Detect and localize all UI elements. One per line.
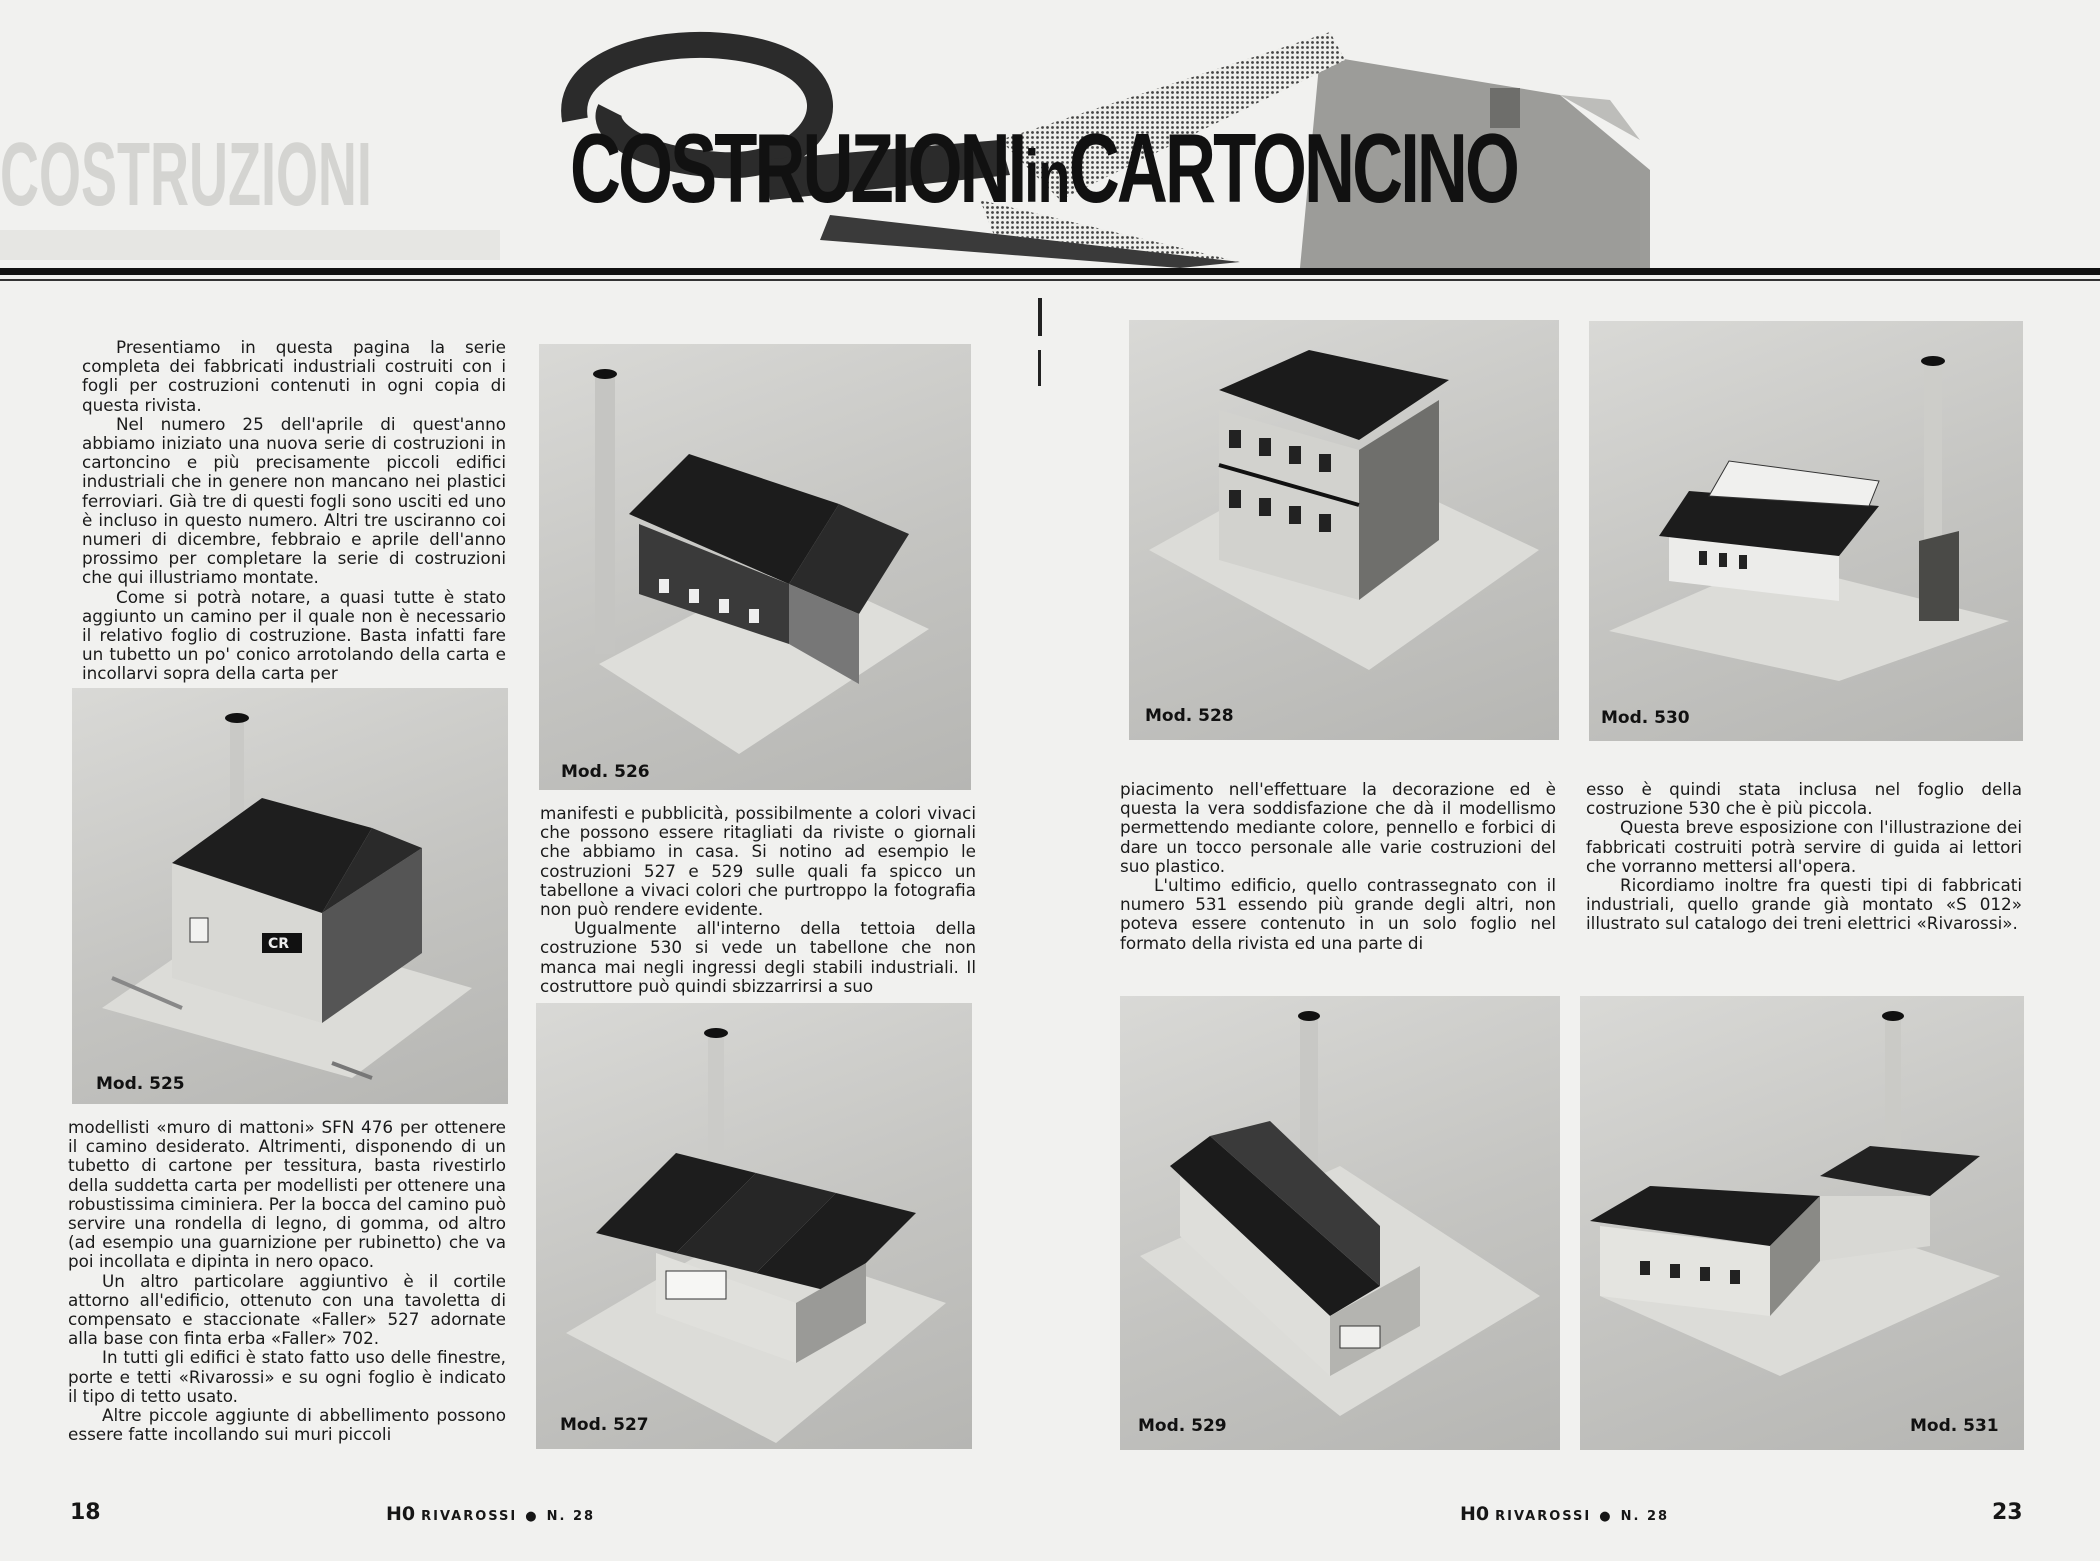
photo-mod-530	[1589, 321, 2023, 741]
col1-text-top: Presentiamo in questa pagina la serie completa dei fabbricati industriali costruiti con i fogli per costruzioni contenuti in ogni copia di questa rivista. Nel numero 25 dell'aprile di quest'anno abbiamo iniziato una nuova serie di costruzioni in cartoncino e più precisamente piccoli edifici industriali che in genere non mancano nei plastici ferroviari. Già tre di questi fogli sono usciti ed uno è incluso in questo numero. Altri tre usciranno coi numeri di dicembre, febbraio e aprile dell'anno prossimo per completare la serie di costruzioni che qui illustriamo montate. Come si potrà notare, a quasi tutte è stato aggiunto un camino per il quale non è necessario il relativo foglio di costruzione. Basta infatti fare un tubetto un po' conico arrotolando della carta e incollarvi sopra della carta per	[82, 337, 506, 684]
col3-text-middle: piacimento nell'effettuare la decorazione ed è questa la vera soddisfazione che dà il modellismo permettendo mediante colore, pennello e forbici di dare un tocco personale alle varie costruzioni del suo plastico. L'ultimo edificio, quello contrassegnato con il numero 531 essendo più grande degli altri, non poteva essere contenuto in un solo foglio nel formato della rivista ed una parte di	[1120, 779, 1556, 953]
col1-text-bottom: modellisti «muro di mattoni» SFN 476 per ottenere il camino desiderato. Altrimenti, disponendo di un tubetto di cartone per tessitura, basta rivestirlo della suddetta carta per modellisti per ottenere una robustissima ciminiera. Per la bocca del camino può servire una rondella di legno, di gomma, od altro (ad esempio una guarnizione per rubinetto) che va poi incollata e dipinta in nero opaco. Un altro particolare aggiuntivo è il cortile attorno all'edificio, ottenuto con una tavoletta di compensato e staccionate «Faller» 527 adornate alla base con finta erba «Faller» 702. In tutti gli edifici è stato fatto uso delle finestre, porte e tetti «Rivarossi» e su ogni foglio è indicato il tipo di tetto usato. Altre piccole aggiunte di abbellimento possono essere fatte incollando sui muri piccoli	[68, 1117, 506, 1445]
header-rule-thin	[0, 279, 2100, 281]
page-number-right: 23	[1992, 1500, 2023, 1525]
svg-text:COSTRUZIONI: COSTRUZIONI	[0, 123, 372, 225]
gutter-marks	[1038, 290, 1042, 390]
col4-text-middle: esso è quindi stata inclusa nel foglio della costruzione 530 che è più piccola. Questa breve esposizione con l'illustrazione dei fabbricati costruiti potrà servire di guida ai lettori che vorranno mettersi all'opera. Ricordiamo inoltre fra questi tipi di fabbricati industriali, quello grande già montato «S 012» illustrato sul catalogo dei treni elettrici «Rivarossi».	[1586, 779, 2022, 934]
caption-mod-529: Mod. 529	[1138, 1416, 1227, 1436]
photo-mod-531	[1580, 996, 2024, 1450]
caption-mod-526: Mod. 526	[561, 762, 650, 782]
page-number-left: 18	[70, 1500, 101, 1525]
header-rule	[0, 268, 2100, 275]
footer-brand-left: H0 RIVAROSSI ● N. 28	[386, 1503, 596, 1525]
photo-mod-528	[1129, 320, 1559, 740]
caption-mod-531: Mod. 531	[1910, 1416, 1999, 1436]
photo-mod-526	[539, 344, 971, 790]
page-title: COSTRUZIONIinCARTONCINO	[570, 113, 1518, 223]
sign-cr: CR	[268, 936, 290, 952]
caption-mod-527: Mod. 527	[560, 1415, 649, 1435]
caption-mod-530: Mod. 530	[1601, 708, 1690, 728]
caption-mod-528: Mod. 528	[1145, 706, 1234, 726]
col2-text-middle: manifesti e pubblicità, possibilmente a colori vivaci che possono essere ritagliati da riviste o giornali che abbiamo in casa. Si notino ad esempio le costruzioni 527 e 529 sulle quali fa spicco un tabellone a vivaci colori che purtroppo la fotografia non può rendere evidente. Ugualmente all'interno della tettoia della costruzione 530 si vede un tabellone che non manca mai negli ingressi degli stabili industriali. Il costruttore può quindi sbizzarrirsi a suo	[540, 803, 976, 996]
footer-brand-right: H0 RIVAROSSI ● N. 28	[1460, 1503, 1670, 1525]
photo-mod-529	[1120, 996, 1560, 1450]
photo-mod-525	[72, 688, 508, 1104]
caption-mod-525: Mod. 525	[96, 1074, 185, 1094]
photo-mod-527	[536, 1003, 972, 1449]
